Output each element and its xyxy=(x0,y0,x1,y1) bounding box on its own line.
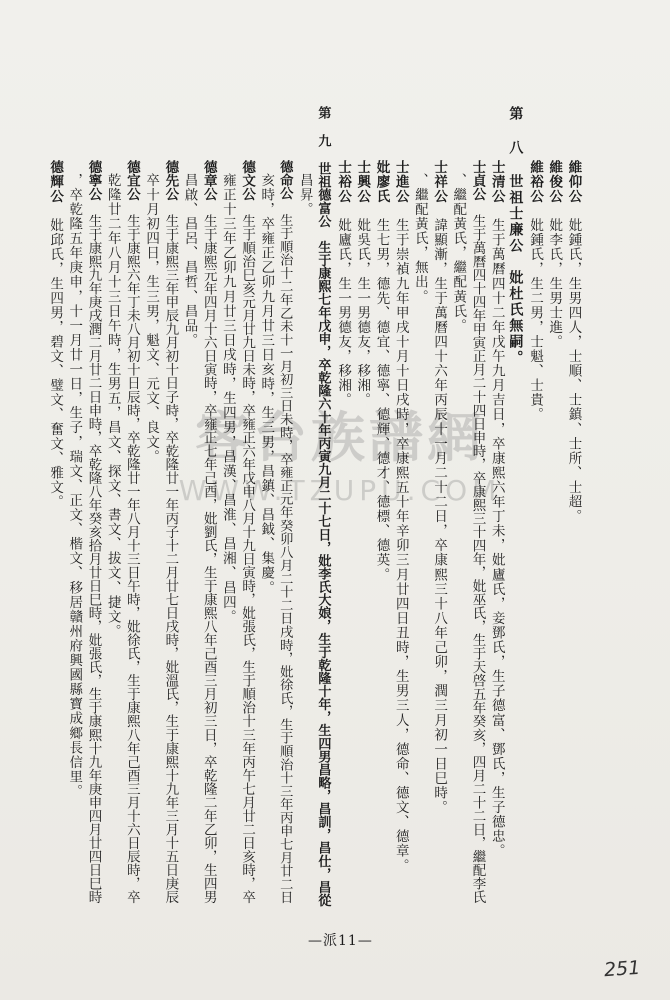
entry-text: 妣杜氏無嗣。 xyxy=(507,270,524,366)
watermark-url: WWW.TZUPU.COM xyxy=(178,474,502,507)
entry-text: 妣邱氏，生四男，碧文、璧文、奮文、雅文。 xyxy=(47,218,64,510)
entry-text: 生于康熙九年庚戌潤二月廿二日申時，卒乾隆八年癸亥拾月廿日巳時，妣張氏，生于康熙十九年庚申四月廿四日巳時 xyxy=(85,214,102,904)
person-name: 士祥公 xyxy=(431,160,448,204)
person-name: 士興公 xyxy=(354,160,371,204)
entry-text: 生七男，德先、德宜、德寧、德輝、德才、德標、德英。 xyxy=(373,218,390,582)
text-column xyxy=(124,160,138,904)
watermark-chinese: 客台族譜網 xyxy=(195,405,485,469)
generation-heading: 第 九 世祖德富公 xyxy=(315,106,331,228)
person-name: 德寧公 xyxy=(85,160,102,201)
entry-text: 生于康熙三年甲辰九月初十日子時，卒乾隆廿一年丙子十二月廿七日戌時，妣溫氏，生于康熙十九年三月十五日庚辰 xyxy=(162,214,179,904)
entry-text: 、繼配黃氏，無出。 xyxy=(411,173,428,304)
text-column xyxy=(566,160,580,524)
text-column xyxy=(182,173,196,348)
person-name: 妣廖氏 xyxy=(373,160,390,204)
watermark xyxy=(130,395,550,507)
person-name: 士貞公 xyxy=(469,160,486,201)
entry-text: 妣吳氏，生一男德友，移湘。 xyxy=(354,218,371,408)
text-column xyxy=(48,160,62,509)
entry-text: 昌啟、昌呂、昌哲、昌品。 xyxy=(181,173,198,348)
text-column xyxy=(144,173,158,464)
text-column xyxy=(374,160,388,582)
person-name: 德章公 xyxy=(200,160,217,201)
entry-text: 乾隆廿二年八月十三日午時，生男五，昌文、探文、書文、拔文、捷文。 xyxy=(104,173,121,639)
text-column xyxy=(547,160,561,349)
text-column xyxy=(489,160,503,858)
person-name: 維仰公 xyxy=(565,160,582,204)
person-name: 德輝公 xyxy=(47,160,64,204)
generation-heading-column xyxy=(316,106,329,907)
page-number: —派11— xyxy=(308,933,373,949)
entry-text: 妣李氏，生男士進。 xyxy=(546,218,563,350)
entry-text: 昌昇。 xyxy=(296,173,313,217)
entry-text: 生于康熙元年四月十六日寅時，卒雍正七年己酉，妣劉氏，生于康熙八年己酉三月初三日，卒乾隆二年乙卯，生四男 xyxy=(200,214,217,904)
entry-text: 生于順治十二年乙未十一月初三日未時，卒雍正元年癸卯八月二十二日戌時，妣徐氏，生于順治十三年丙申七月廿二日 xyxy=(277,213,293,904)
generation-heading-column xyxy=(508,106,522,366)
person-name: 士裕公 xyxy=(335,160,352,204)
entry-text: 妣廬氏，生一男德友，移湘。 xyxy=(335,218,352,408)
entry-text: 生于萬曆四十四年甲寅正月二十四日申時，卒康熙三十四年，妣巫氏，生于天啓五年癸亥，四月二十二日，繼配李氏 xyxy=(469,214,486,904)
person-name: 德文公 xyxy=(239,160,256,201)
text-column xyxy=(67,173,81,799)
text-column xyxy=(163,160,177,904)
text-column xyxy=(528,160,542,422)
person-name: 維裕公 xyxy=(527,160,544,204)
text-column xyxy=(220,173,234,624)
entry-text: 生于康熙七年戊申，卒乾隆六十年丙寅九月二十七日，妣李氏大娘，生于乾隆十年，生四男昌略，昌訓，昌仕，昌從 xyxy=(315,240,331,907)
person-name: 德宜公 xyxy=(123,160,140,201)
text-column xyxy=(297,173,311,217)
text-column xyxy=(393,160,407,873)
handwritten-page-annotation: 251 xyxy=(603,956,641,982)
text-column xyxy=(412,173,426,304)
entry-text: 雍正十三年乙卯九月廿三日戌時，生四男，昌漢、昌淮、昌湘、昌四。 xyxy=(219,173,236,625)
text-column xyxy=(278,160,291,904)
entry-text: 卒十月初四日，生三男，魁文、元文、良文。 xyxy=(143,173,160,464)
text-column xyxy=(432,160,446,815)
text-column xyxy=(105,173,119,639)
person-name: 士清公 xyxy=(488,160,505,204)
entry-text: 、繼配黃氏，繼配黃氏。 xyxy=(450,173,467,334)
generation-heading: 第 八 世祖士廉公 xyxy=(507,106,524,254)
entry-text: 亥時，卒雍正乙卯九月廿三日亥時，生三男，昌鎮、昌鉞、集慶。 xyxy=(258,173,275,595)
entry-text: 妣鍾氏，生男四人，士順、士鎮、士所、士超。 xyxy=(565,218,582,524)
entry-text: 生于順治巳亥元月廿九日未時，卒雍正六年戊申八月十九日寅時，妣張氏，生于順治十三年丙午七月廿二日亥時，卒 xyxy=(239,214,256,904)
text-column xyxy=(86,160,100,904)
entry-text: 生于崇禎九年甲戌十月十日戌時，卒康熙五十年辛卯三月廿四日丑時，生男三人，德命、德文、德章。 xyxy=(392,218,409,873)
person-name: 維俊公 xyxy=(546,160,563,204)
text-column xyxy=(451,173,465,333)
text-column xyxy=(355,160,369,407)
person-name: 士進公 xyxy=(392,160,409,204)
entry-text: 生于康熙六年丁未八月初十日辰時，卒乾隆廿一年八月十三日午時，妣徐氏，生于康熙八年己酉三月十六日辰時，卒 xyxy=(123,214,140,904)
text-column xyxy=(336,160,350,407)
text-column xyxy=(259,173,273,595)
text-column xyxy=(470,160,484,904)
entry-text: 妣鍾氏，生二男，士魁、士貴。 xyxy=(527,218,544,422)
entry-text: 生于萬曆四十二年戊午九月吉日，卒康熙六年丁未，妣廬氏，妾鄧氏，生子德富、鄧氏，生子德忠。 xyxy=(488,218,505,859)
entry-text: 諱顯漸，生于萬曆四十六年丙辰十一月二十二日，卒康熙三十八年己卯，潤三月初一日巳時。 xyxy=(431,218,448,815)
person-name: 德命公 xyxy=(277,160,293,200)
text-column xyxy=(240,160,254,904)
person-name: 德先公 xyxy=(162,160,179,201)
text-column xyxy=(201,160,215,904)
entry-text: ，卒乾隆五年庚申，十一月廿一日，生子，瑞文、正文、楷文、移居贛州府興國縣寶成鄉長信里。 xyxy=(66,173,83,799)
